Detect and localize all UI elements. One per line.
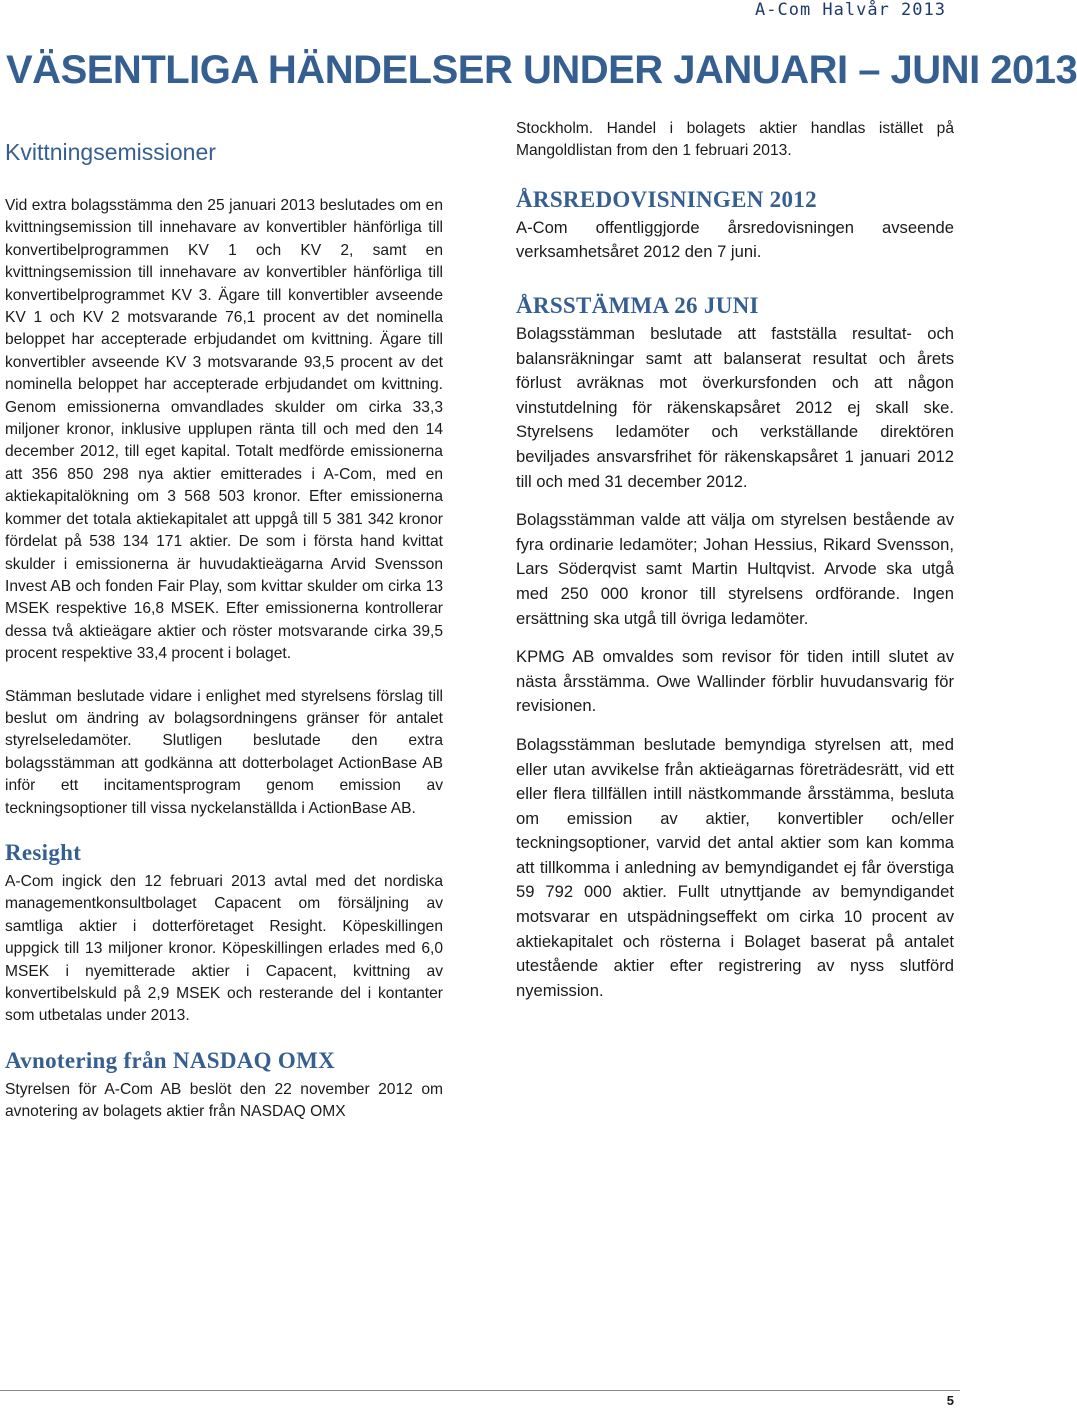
paragraph-arsstamma-1: Bolagsstämman beslutade att fastställa resultat- och balansräkningar samt att balanserat resultat och årets förlust avräknas mot överkursfonden och att någon vinstutdelning för räkenskapsåret 2012 ej skall ske. Styrelsens ledamöter och verkställande direktören beviljades ansvarsfrihet för räkenskapsåret 1 januari 2012 till och med 31 december 2012. <box>516 324 954 491</box>
paragraph-arsstamma-2: Bolagsstämman valde att välja om styrelsen bestående av fyra ordinarie ledamöter; Johan Hessius, Rikard Svensson, Lars Söderqvist samt Martin Hultqvist. Arvode ska utgå med 250 000 kronor till styrelsens ordförande. Ingen ersättning ska utgå till övriga ledamöter. <box>516 510 954 628</box>
paragraph-avnotering-2: Stockholm. Handel i bolagets aktier handlas istället på Mangoldlistan from den 1 februari 2013. <box>516 120 954 160</box>
paragraph-avnotering-1: Styrelsen för A-Com AB beslöt den 22 november 2012 om avnotering av bolagets aktier från NASDAQ OMX <box>5 1080 443 1121</box>
heading-kvittningsemissioner: Kvittningsemissioner <box>5 139 216 165</box>
page-title: VÄSENTLIGA HÄNDELSER UNDER JANUARI – JUNI 2013 <box>6 48 1077 92</box>
heading-arsstamma: ÅRSSTÄMMA 26 JUNI <box>516 293 759 318</box>
running-header: A-Com Halvår 2013 <box>755 0 946 20</box>
paragraph-arsstamma-3: KPMG AB omvaldes som revisor för tiden intill slutet av nästa årsstämma. Owe Wallinder förblir huvudansvarig för revisionen. <box>516 647 954 716</box>
heading-resight: Resight <box>5 839 82 865</box>
paragraph-arsredovisning: A-Com offentliggjorde årsredovisningen avseende verksamhetsåret 2012 den 7 juni. <box>516 217 954 262</box>
right-column <box>516 118 954 1003</box>
footer-rule <box>0 1390 960 1391</box>
heading-arsredovisningen: ÅRSREDOVISNINGEN 2012 <box>516 186 817 212</box>
page-number: 5 <box>946 1393 954 1408</box>
paragraph-resight: A-Com ingick den 12 februari 2013 avtal med det nordiska managementkonsultbolaget Capacent om försäljning av samtliga aktier i dotterföretaget Resight. Köpeskillingen uppgick till 13 miljoner kronor. Köpeskillingen erlades med 6,0 MSEK i nyemitterade aktier i Capacent, kvittning av konvertibelskuld på 2,9 MSEK och resterande del i kontanter som utbetalas under 2013. <box>5 872 443 1025</box>
paragraph-arsstamma-4: Bolagsstämman beslutade bemyndiga styrelsen att, med eller utan avvikelse från aktieägarnas företrädesrätt, vid ett eller flera tillfällen intill nästkommande årsstämma, besluta om emission av aktier, konvertibler och/eller teckningsoptioner, varvid det antal aktier som kan komma att tillkomma i anledning av bemyndigandet ej får överstiga 59 792 000 aktier. Fullt utnyttjande av bemyndigandet motsvarar en utspädningseffekt om cirka 10 procent av aktiekapitalet och rösterna i Bolaget baserat på antalet utestående aktier efter registrering av nyss slutförd nyemission. <box>516 734 954 1000</box>
paragraph-kvittning-1: Vid extra bolagsstämma den 25 januari 2013 beslutades om en kvittningsemission till innehavare av konvertibler hänförliga till konvertibelprogrammen KV 1 och KV 2, samt en kvittningsemission till innehavare av konvertibler hänförliga till konvertibelprogrammet KV 3. Ägare till konvertibler avseende KV 1 och KV 2 motsvarande 76,1 procent av det nominella beloppet har accepterade erbjudandet om kvittning. Ägare till konvertibler avseende KV 3 motsvarande 93,5 procent av det nominella beloppet har accepterade erbjudandet om kvittning. Genom emissionerna omvandlades skulder om cirka 33,3 miljoner kronor, inklusive upplupen ränta till och med den 14 december 2012, till eget kapital. Totalt medförde emissionerna att 356 850 298 nya aktier emitterades i A-Com, med en aktiekapitalökning om 3 568 503 kronor. Efter emissionerna kommer det totala aktiekapitalet att uppgå till 5 381 342 kronor fördelat på 538 134 171 aktier. De som i första hand kvittat skulder i emissionerna är huvudaktieägarna Arvid Svensson Invest AB och fonden Fair Play, som kvittar skulder om cirka 13 MSEK respektive 16,8 MSEK. Efter emissionerna kontrollerar dessa två aktieägare aktier och röster motsvarande cirka 39,5 procent respektive 33,4 procent i bolaget. <box>5 197 443 663</box>
left-column <box>5 137 443 1124</box>
paragraph-kvittning-2: Stämman beslutade vidare i enlighet med styrelsens förslag till beslut om ändring av bolagsordningens gränser för antalet styrelseledamöter. Slutligen beslutade den extra bolagsstämman att godkänna att dotterbolaget ActionBase AB inför ett incitamentsprogram genom emission av teckningsoptioner till vissa nyckelanställda i ActionBase AB. <box>5 687 443 817</box>
heading-avnotering: Avnotering från NASDAQ OMX <box>5 1047 335 1073</box>
